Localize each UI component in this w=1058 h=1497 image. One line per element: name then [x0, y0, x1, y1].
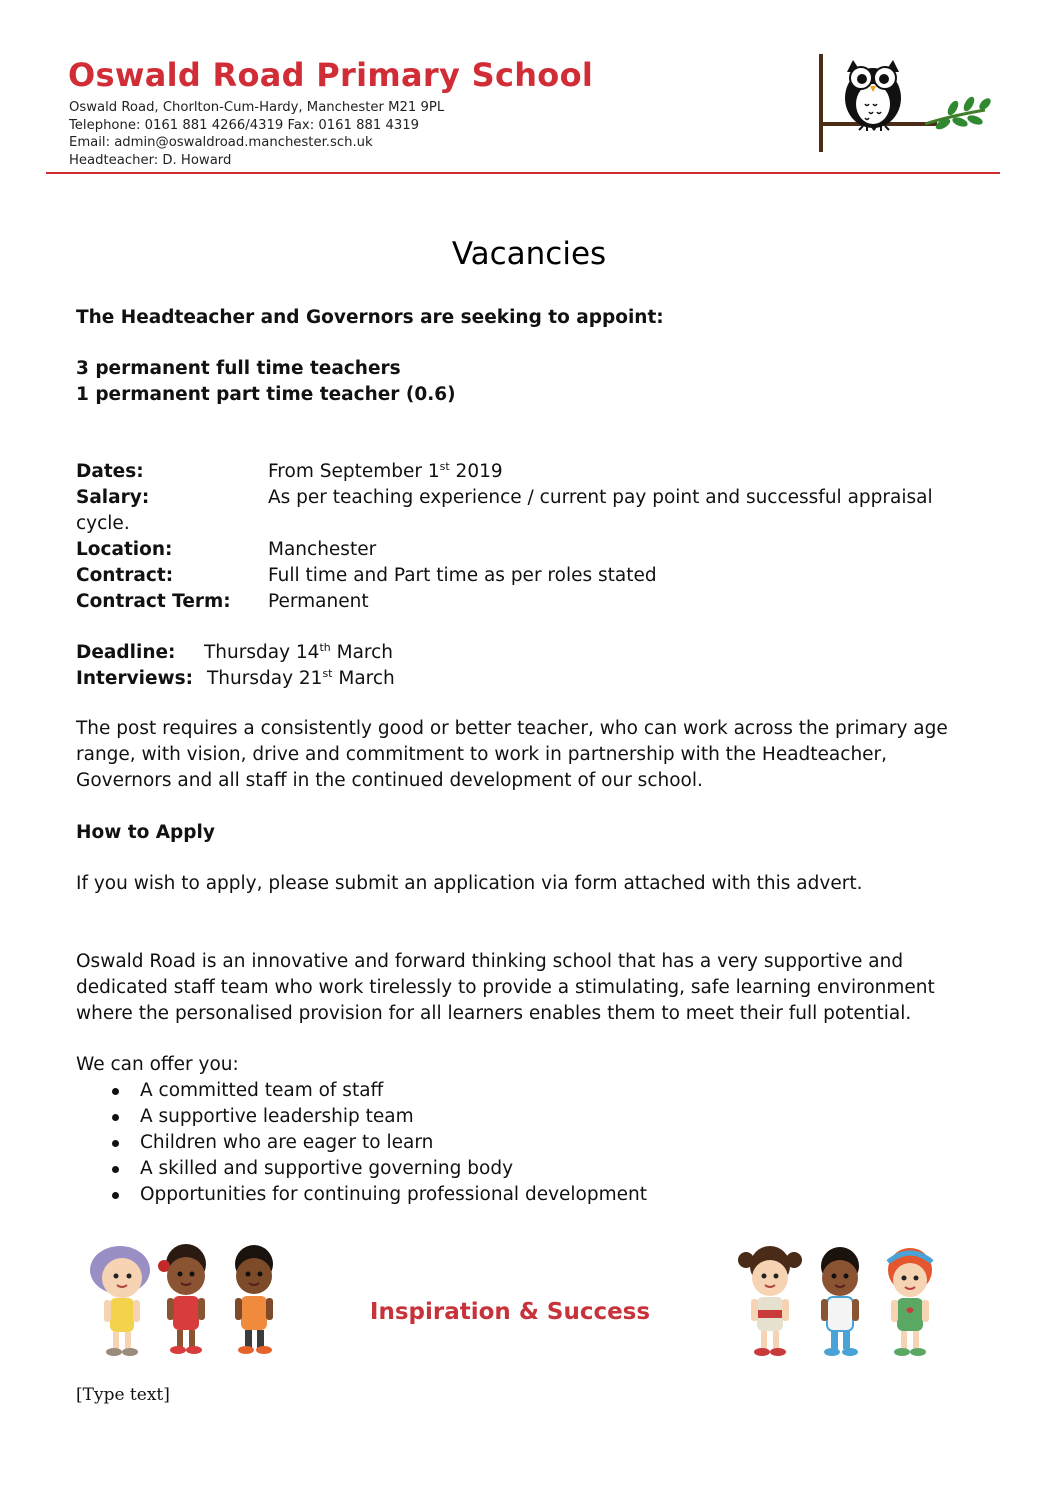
detail-label: Location:: [76, 539, 173, 560]
page-title: Vacancies: [451, 236, 607, 272]
detail-value: Full time and Part time as per roles stated: [268, 565, 657, 586]
dates-sup: st: [439, 460, 450, 473]
detail-row-salary: [76, 485, 976, 511]
interviews-suffix: March: [332, 668, 395, 689]
bullet-icon: [112, 1114, 119, 1121]
deadline-label: Deadline:: [76, 642, 176, 663]
three-children-illustration-icon: [732, 1240, 954, 1364]
roles-list: [76, 356, 456, 408]
contact-block: [69, 99, 444, 169]
paragraph-line: Oswald Road is an innovative and forward thinking school that has a very supportive and: [76, 951, 904, 972]
interviews-row: [76, 666, 395, 692]
deadline-suffix: March: [330, 642, 394, 663]
school-description: [76, 949, 976, 1027]
owl-on-branch-icon: [815, 52, 997, 156]
interviews-prefix: Thursday 21: [207, 668, 323, 689]
detail-value: cycle.: [76, 513, 130, 534]
list-item-text: A committed team of staff: [140, 1080, 384, 1101]
detail-row-location: [76, 537, 976, 563]
detail-value: Manchester: [268, 539, 377, 560]
bullet-icon: [112, 1088, 119, 1095]
deadline-row: [76, 640, 394, 666]
list-item: [76, 1156, 647, 1182]
paragraph-line: The post requires a consistently good or better teacher, who can work across the primary age: [76, 718, 948, 739]
job-details: [76, 459, 976, 615]
detail-value: As per teaching experience / current pay point and successful appraisal: [268, 487, 933, 508]
list-item-text: Opportunities for continuing professional development: [140, 1184, 647, 1205]
offer-intro: We can offer you:: [76, 1054, 239, 1075]
list-item-text: A skilled and supportive governing body: [140, 1158, 514, 1179]
bullet-icon: [112, 1140, 119, 1147]
list-item: [76, 1182, 647, 1208]
paragraph-line: where the personalised provision for all learners enables them to meet their full potential.: [76, 1003, 912, 1024]
interviews-sup: st: [322, 667, 333, 680]
intro-text: The Headteacher and Governors are seeking to appoint:: [76, 307, 664, 328]
detail-row-contract-term: [76, 589, 976, 615]
dates-prefix: From September 1: [268, 461, 440, 482]
detail-row-salary-continued: [76, 511, 976, 537]
offer-list: [76, 1078, 647, 1208]
detail-value: Permanent: [268, 591, 369, 612]
school-telephone: Telephone: 0161 881 4266/4319 Fax: 0161 881 4319: [69, 117, 420, 133]
list-item-text: Children who are eager to learn: [140, 1132, 434, 1153]
school-address: Oswald Road, Chorlton-Cum-Hardy, Manchester M21 9PL: [69, 100, 445, 115]
role-item: 3 permanent full time teachers: [76, 358, 401, 379]
school-email: Email: admin@oswaldroad.manchester.sch.uk: [69, 135, 373, 151]
list-item: [76, 1104, 647, 1130]
bullet-icon: [112, 1192, 119, 1199]
interviews-value: [207, 666, 395, 692]
how-to-apply-heading: How to Apply: [76, 822, 215, 843]
apply-instructions: If you wish to apply, please submit an application via form attached with this advert.: [76, 873, 863, 894]
header-divider: [46, 172, 1000, 174]
detail-row-dates: [76, 459, 976, 485]
deadline-sup: th: [319, 641, 331, 654]
list-item: [76, 1130, 647, 1156]
detail-label: Contract:: [76, 565, 174, 586]
detail-label: Contract Term:: [76, 591, 231, 612]
list-item-text: A supportive leadership team: [140, 1106, 414, 1127]
detail-label: Salary:: [76, 487, 150, 508]
key-dates: [76, 640, 395, 692]
bullet-icon: [112, 1166, 119, 1173]
post-description: [76, 716, 976, 794]
paragraph-line: dedicated staff team who work tirelessly to provide a stimulating, safe learning environment: [76, 977, 935, 998]
school-headteacher: Headteacher: D. Howard: [69, 152, 232, 168]
role-item: 1 permanent part time teacher (0.6): [76, 384, 456, 405]
school-name: Oswald Road Primary School: [68, 56, 594, 94]
school-slogan: Inspiration & Success: [369, 1299, 651, 1325]
paragraph-line: range, with vision, drive and commitment to work in partnership with the Headteacher,: [76, 744, 888, 765]
interviews-label: Interviews:: [76, 668, 194, 689]
detail-label: Dates:: [76, 461, 144, 482]
deadline-prefix: Thursday 14: [204, 642, 320, 663]
dates-suffix: 2019: [449, 461, 503, 482]
deadline-value: [204, 640, 393, 666]
footer-placeholder: [Type text]: [76, 1385, 170, 1405]
paragraph-line: Governors and all staff in the continued development of our school.: [76, 770, 703, 791]
detail-row-contract: [76, 563, 976, 589]
detail-value: [268, 459, 503, 485]
list-item: [76, 1078, 647, 1104]
